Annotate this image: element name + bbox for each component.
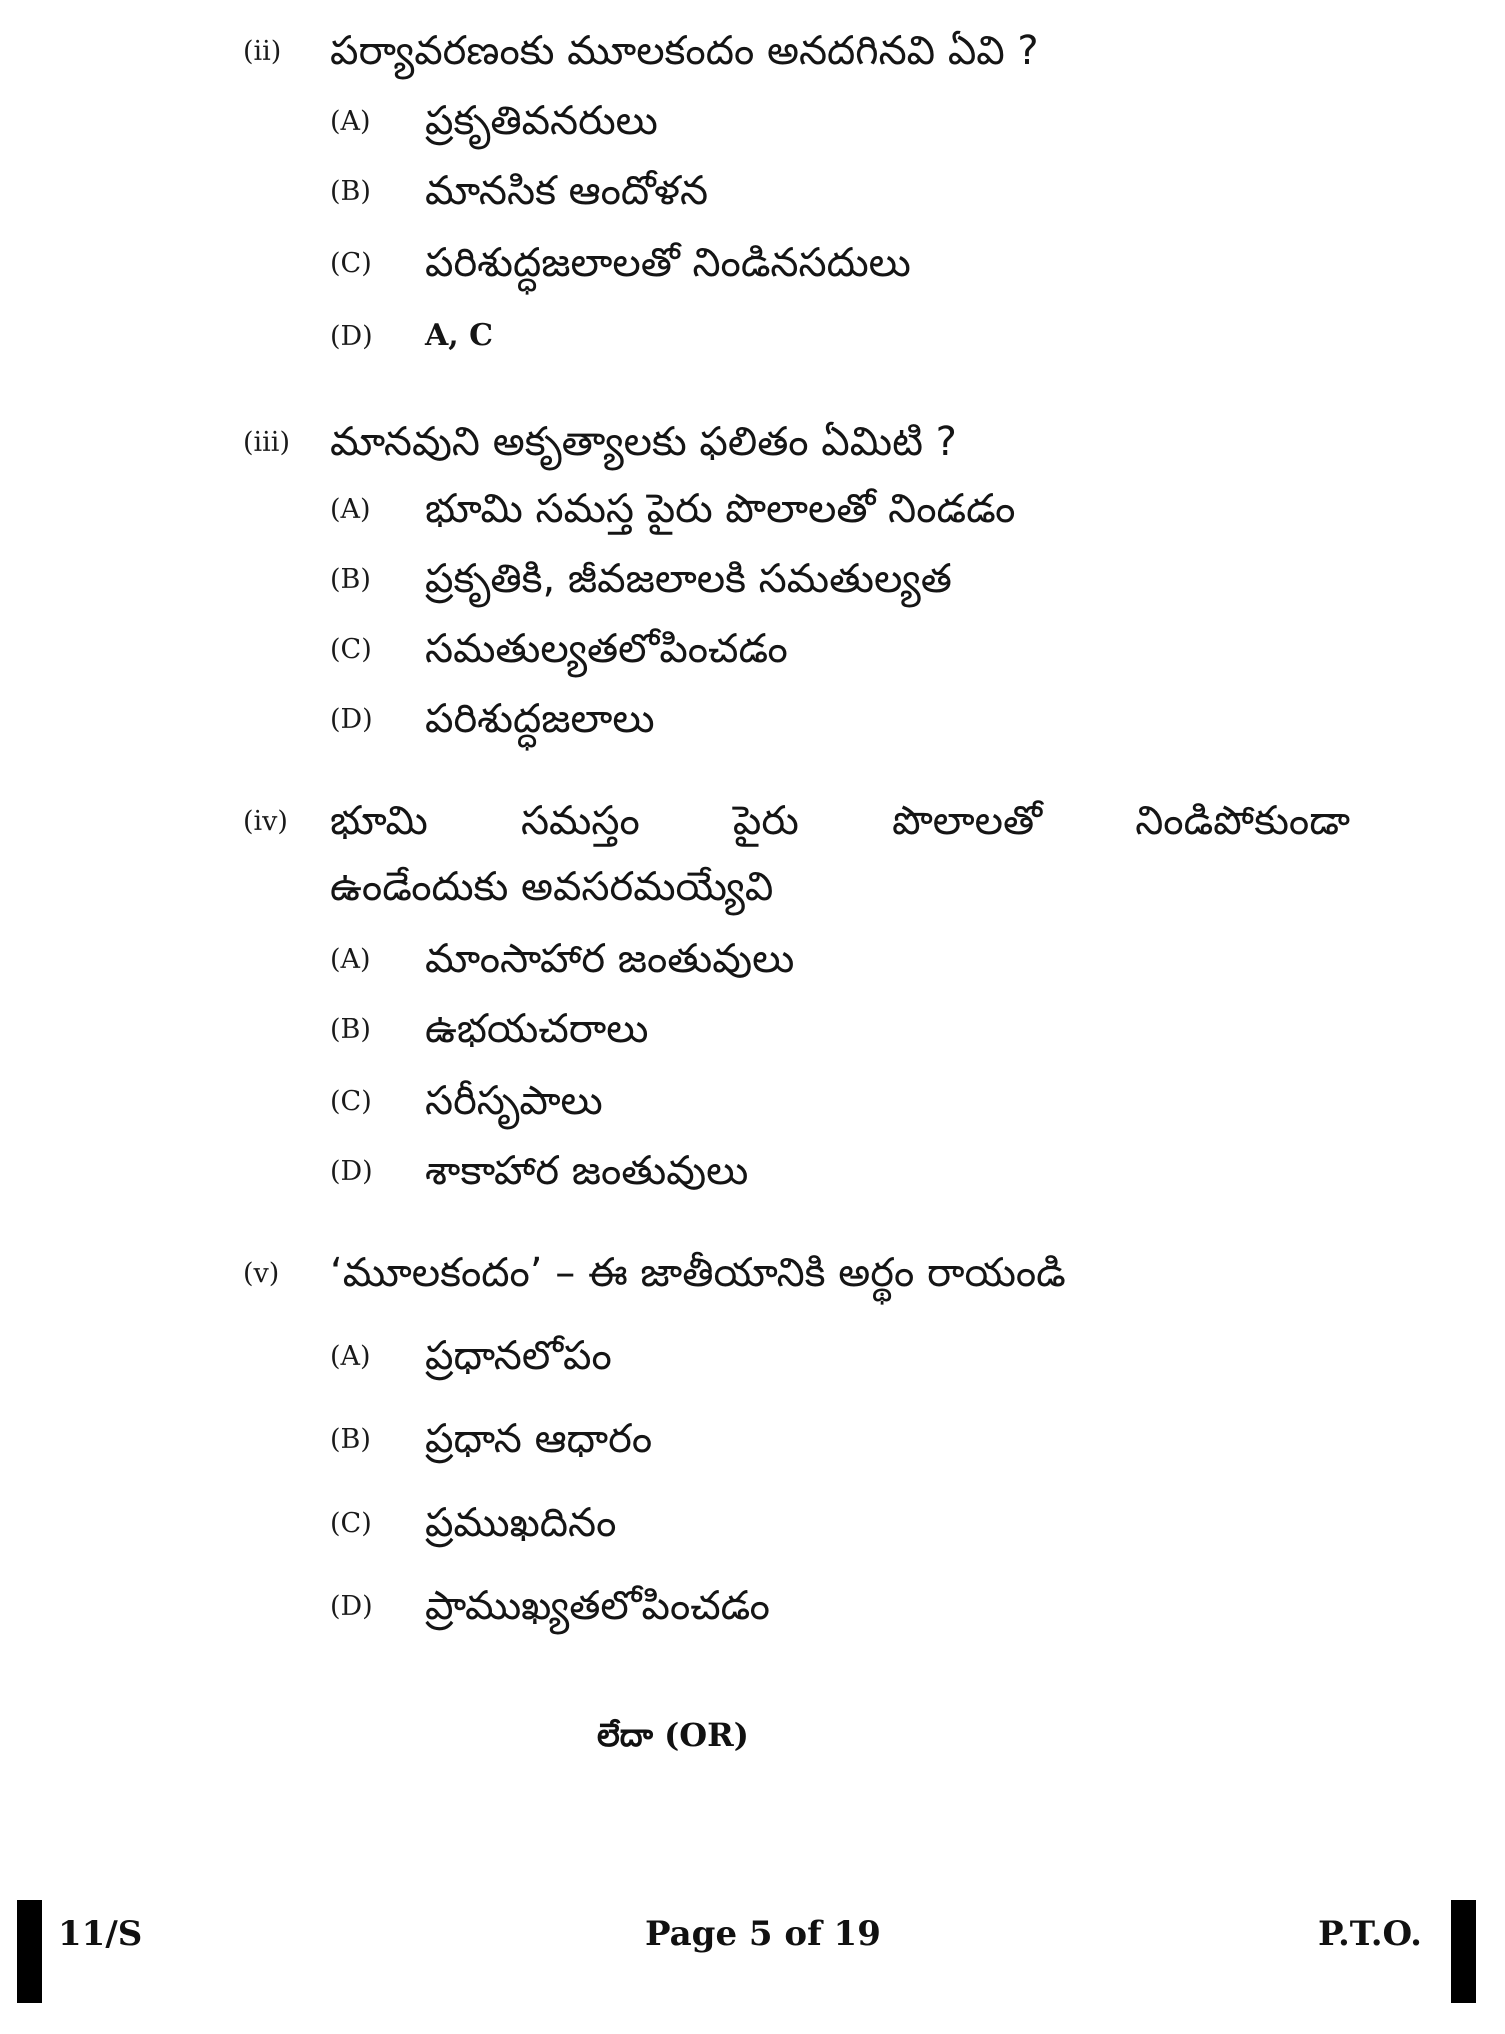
option-text: ప్రాముఖ్యతలోపించడం xyxy=(425,1583,770,1629)
option-label: (D) xyxy=(330,321,373,352)
option-label: (D) xyxy=(330,1156,373,1187)
option-label: (B) xyxy=(330,176,371,207)
option-text: భూమి సమస్త పైరు పొలాలతో నిండడం xyxy=(425,486,1016,532)
or-separator: లేదా (OR) xyxy=(597,1716,749,1754)
question-text-continued: ఉండేందుకు అవసరమయ్యేవి xyxy=(330,864,774,910)
option-label: (B) xyxy=(330,564,371,595)
option-text: ప్రధాన ఆధారం xyxy=(425,1416,653,1462)
option-text: శాకాహార జంతువులు xyxy=(425,1148,749,1194)
option-label: (C) xyxy=(330,1508,372,1539)
footer-right-bar xyxy=(1451,1900,1476,2003)
option-label: (C) xyxy=(330,248,372,279)
option-text: సరీసృపాలు xyxy=(425,1078,603,1124)
option-text: ప్రకృతికి, జీవజలాలకి సమతుల్యత xyxy=(425,556,952,602)
question-number: (iv) xyxy=(243,806,288,837)
question-text: ‘మూలకందం’ – ఈ జాతీయానికి అర్థం రాయండి xyxy=(330,1250,1066,1296)
option-label: (A) xyxy=(330,494,371,525)
option-text: ప్రకృతివనరులు xyxy=(425,98,658,144)
option-label: (A) xyxy=(330,944,371,975)
option-label: (D) xyxy=(330,704,373,735)
paper-code: 11/S xyxy=(58,1914,143,1954)
option-text: ప్రముఖదినం xyxy=(425,1500,617,1546)
question-text: మానవుని అకృత్యాలకు ఫలితం ఏమిటి ? xyxy=(330,419,957,465)
option-text: ఉభయచరాలు xyxy=(425,1006,649,1052)
option-label: (A) xyxy=(330,1341,371,1372)
question-number: (iii) xyxy=(243,427,290,458)
option-label: (D) xyxy=(330,1591,373,1622)
question-text: భూమి సమస్తం పైరు పొలాలతో నిండిపోకుండా xyxy=(330,798,1350,844)
option-label: (C) xyxy=(330,634,372,665)
option-text: ప్రధానలోపం xyxy=(425,1333,612,1379)
option-text: మానసిక ఆందోళన xyxy=(425,168,709,214)
question-number: (v) xyxy=(243,1258,280,1289)
option-label: (B) xyxy=(330,1424,371,1455)
option-text: మాంసాహార జంతువులు xyxy=(425,936,795,982)
question-text: పర్యావరణంకు మూలకందం అనదగినవి ఏవి ? xyxy=(330,28,1039,74)
option-label: (A) xyxy=(330,106,371,137)
option-text: A, C xyxy=(425,318,494,353)
option-text: పరిశుద్ధజలాలు xyxy=(425,696,655,742)
option-text: సమతుల్యతలోపించడం xyxy=(425,626,788,672)
option-label: (C) xyxy=(330,1086,372,1117)
option-text: పరిశుద్ధజలాలతో నిండినసదులు xyxy=(425,240,911,286)
page-number: Page 5 of 19 xyxy=(645,1914,881,1954)
question-number: (ii) xyxy=(243,36,282,67)
pto-label: P.T.O. xyxy=(1318,1914,1422,1954)
option-label: (B) xyxy=(330,1014,371,1045)
footer-left-bar xyxy=(17,1900,42,2003)
